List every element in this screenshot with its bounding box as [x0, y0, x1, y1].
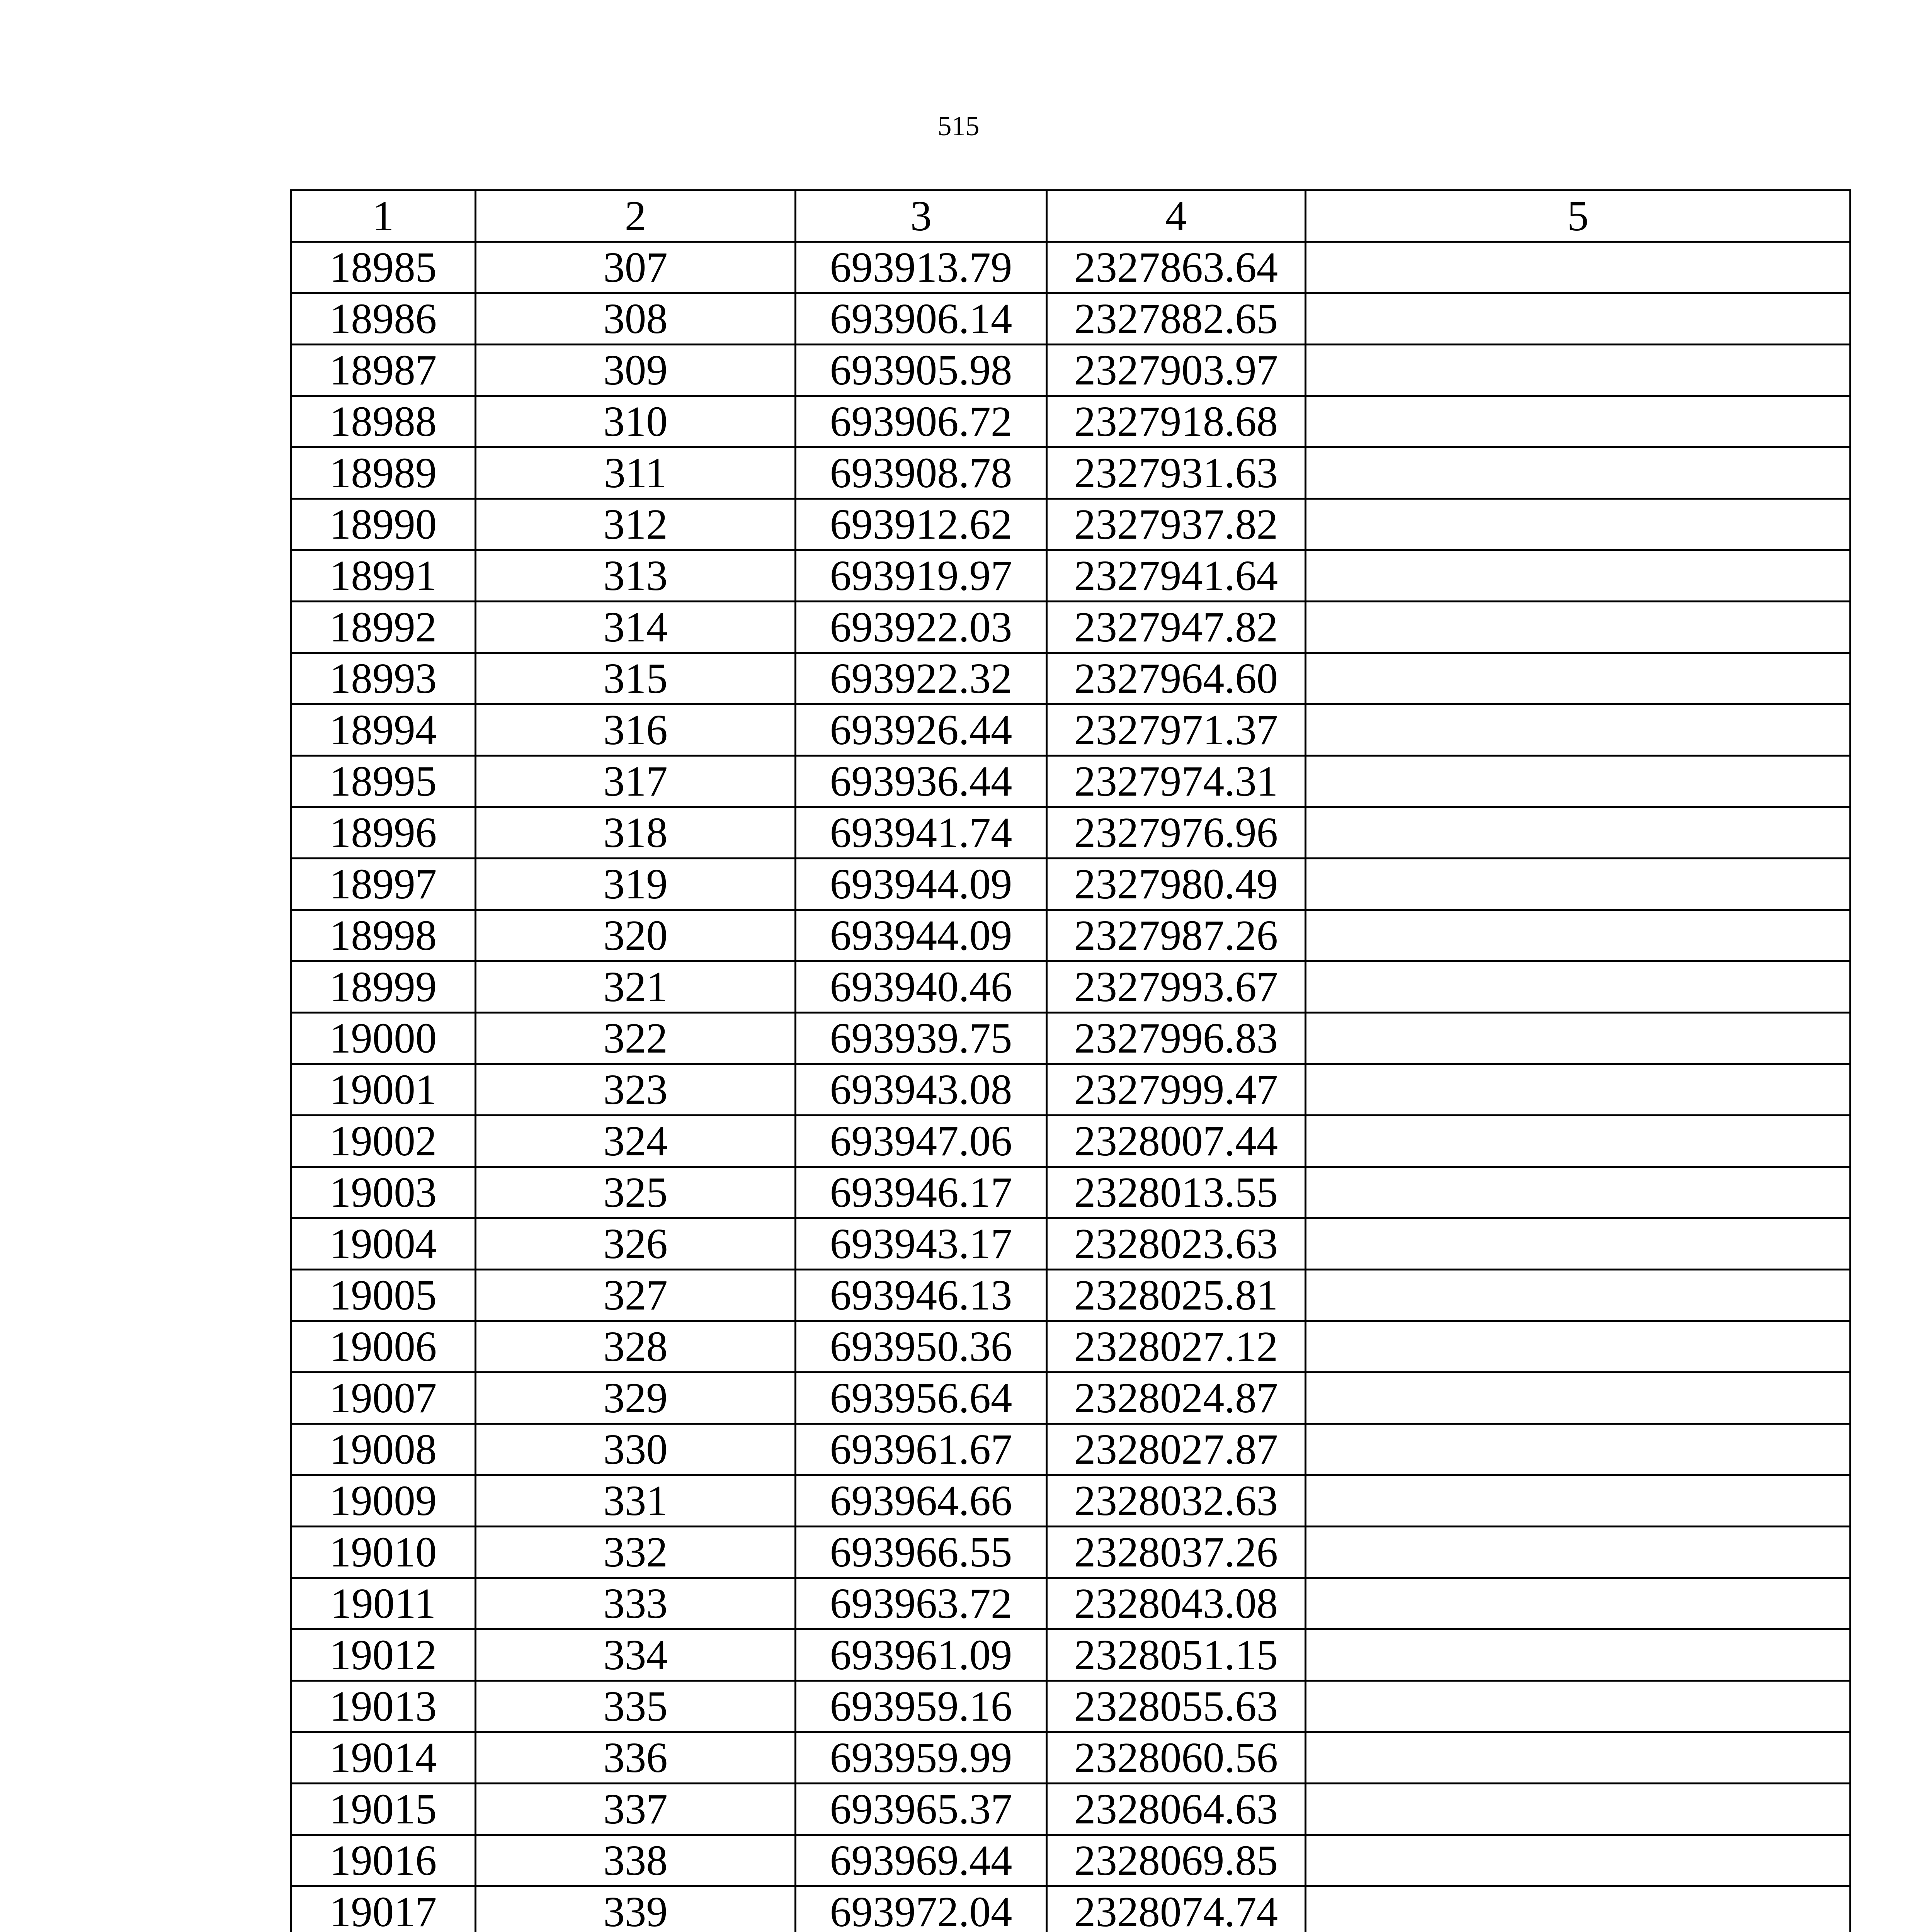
table-row	[291, 807, 1851, 859]
y-coordinate-cell: 2327964.60	[1047, 653, 1306, 704]
x-coordinate-cell: 693922.03	[796, 602, 1047, 653]
y-coordinate-cell: 2327918.68	[1047, 396, 1306, 447]
table-header	[291, 190, 1851, 242]
note-cell	[1306, 345, 1851, 396]
note-cell	[1306, 1681, 1851, 1732]
y-coordinate-cell: 2327971.37	[1047, 704, 1306, 756]
id-cell: 19017	[291, 1886, 476, 1932]
point-number-cell: 312	[476, 499, 796, 550]
table-row	[291, 1218, 1851, 1270]
point-number-cell: 330	[476, 1424, 796, 1475]
table-row	[291, 1629, 1851, 1681]
note-cell	[1306, 756, 1851, 807]
table-row	[291, 1116, 1851, 1167]
point-number-cell: 333	[476, 1578, 796, 1629]
id-cell: 18995	[291, 756, 476, 807]
point-number-cell: 328	[476, 1321, 796, 1372]
point-number-cell: 315	[476, 653, 796, 704]
point-number-cell: 322	[476, 1013, 796, 1064]
point-number-cell: 308	[476, 293, 796, 345]
y-coordinate-cell: 2327996.83	[1047, 1013, 1306, 1064]
id-cell: 19003	[291, 1167, 476, 1218]
point-number-cell: 324	[476, 1116, 796, 1167]
point-number-cell: 317	[476, 756, 796, 807]
x-coordinate-cell: 693964.66	[796, 1475, 1047, 1527]
table-row	[291, 396, 1851, 447]
table-row	[291, 499, 1851, 550]
id-cell: 18990	[291, 499, 476, 550]
table-row	[291, 1681, 1851, 1732]
note-cell	[1306, 1629, 1851, 1681]
x-coordinate-cell: 693963.72	[796, 1578, 1047, 1629]
y-coordinate-cell: 2328051.15	[1047, 1629, 1306, 1681]
point-number-cell: 309	[476, 345, 796, 396]
y-coordinate-cell: 2327941.64	[1047, 550, 1306, 602]
id-cell: 18988	[291, 396, 476, 447]
x-coordinate-cell: 693944.09	[796, 859, 1047, 910]
y-coordinate-cell: 2328007.44	[1047, 1116, 1306, 1167]
table-row	[291, 653, 1851, 704]
y-coordinate-cell: 2328043.08	[1047, 1578, 1306, 1629]
point-number-cell: 326	[476, 1218, 796, 1270]
header-row	[291, 190, 1851, 242]
id-cell: 18992	[291, 602, 476, 653]
x-coordinate-cell: 693959.99	[796, 1732, 1047, 1784]
x-coordinate-cell: 693950.36	[796, 1321, 1047, 1372]
y-coordinate-cell: 2327976.96	[1047, 807, 1306, 859]
id-cell: 19016	[291, 1835, 476, 1886]
note-cell	[1306, 499, 1851, 550]
point-number-cell: 329	[476, 1372, 796, 1424]
note-cell	[1306, 910, 1851, 961]
table-row	[291, 1270, 1851, 1321]
x-coordinate-cell: 693943.08	[796, 1064, 1047, 1116]
x-coordinate-cell: 693946.13	[796, 1270, 1047, 1321]
x-coordinate-cell: 693908.78	[796, 447, 1047, 499]
note-cell	[1306, 1835, 1851, 1886]
id-cell: 18997	[291, 859, 476, 910]
table-row	[291, 1527, 1851, 1578]
point-number-cell: 311	[476, 447, 796, 499]
note-cell	[1306, 1116, 1851, 1167]
x-coordinate-cell: 693939.75	[796, 1013, 1047, 1064]
y-coordinate-cell: 2327999.47	[1047, 1064, 1306, 1116]
note-cell	[1306, 1167, 1851, 1218]
id-cell: 19008	[291, 1424, 476, 1475]
column-header-2: 2	[476, 190, 796, 242]
id-cell: 19013	[291, 1681, 476, 1732]
note-cell	[1306, 1372, 1851, 1424]
table-row	[291, 550, 1851, 602]
point-number-cell: 332	[476, 1527, 796, 1578]
id-cell: 18985	[291, 242, 476, 293]
x-coordinate-cell: 693972.04	[796, 1886, 1047, 1932]
id-cell: 18994	[291, 704, 476, 756]
y-coordinate-cell: 2328023.63	[1047, 1218, 1306, 1270]
x-coordinate-cell: 693961.09	[796, 1629, 1047, 1681]
y-coordinate-cell: 2328013.55	[1047, 1167, 1306, 1218]
note-cell	[1306, 1784, 1851, 1835]
note-cell	[1306, 242, 1851, 293]
id-cell: 19006	[291, 1321, 476, 1372]
table-row	[291, 1013, 1851, 1064]
y-coordinate-cell: 2327863.64	[1047, 242, 1306, 293]
point-number-cell: 335	[476, 1681, 796, 1732]
x-coordinate-cell: 693919.97	[796, 550, 1047, 602]
y-coordinate-cell: 2328027.12	[1047, 1321, 1306, 1372]
x-coordinate-cell: 693912.62	[796, 499, 1047, 550]
point-number-cell: 325	[476, 1167, 796, 1218]
point-number-cell: 331	[476, 1475, 796, 1527]
table-row	[291, 1732, 1851, 1784]
table-row	[291, 1784, 1851, 1835]
x-coordinate-cell: 693940.46	[796, 961, 1047, 1013]
y-coordinate-cell: 2328037.26	[1047, 1527, 1306, 1578]
y-coordinate-cell: 2328055.63	[1047, 1681, 1306, 1732]
id-cell: 19014	[291, 1732, 476, 1784]
x-coordinate-cell: 693941.74	[796, 807, 1047, 859]
point-number-cell: 313	[476, 550, 796, 602]
table-row	[291, 1321, 1851, 1372]
id-cell: 19001	[291, 1064, 476, 1116]
point-number-cell: 320	[476, 910, 796, 961]
note-cell	[1306, 1270, 1851, 1321]
point-number-cell: 337	[476, 1784, 796, 1835]
point-number-cell: 339	[476, 1886, 796, 1932]
y-coordinate-cell: 2327937.82	[1047, 499, 1306, 550]
id-cell: 18996	[291, 807, 476, 859]
id-cell: 18991	[291, 550, 476, 602]
point-number-cell: 323	[476, 1064, 796, 1116]
point-number-cell: 318	[476, 807, 796, 859]
x-coordinate-cell: 693926.44	[796, 704, 1047, 756]
table-row	[291, 447, 1851, 499]
table-row	[291, 910, 1851, 961]
note-cell	[1306, 1527, 1851, 1578]
note-cell	[1306, 961, 1851, 1013]
id-cell: 19007	[291, 1372, 476, 1424]
point-number-cell: 314	[476, 602, 796, 653]
id-cell: 18987	[291, 345, 476, 396]
x-coordinate-cell: 693922.32	[796, 653, 1047, 704]
x-coordinate-cell: 693969.44	[796, 1835, 1047, 1886]
note-cell	[1306, 1218, 1851, 1270]
note-cell	[1306, 704, 1851, 756]
y-coordinate-cell: 2328032.63	[1047, 1475, 1306, 1527]
note-cell	[1306, 653, 1851, 704]
x-coordinate-cell: 693965.37	[796, 1784, 1047, 1835]
x-coordinate-cell: 693961.67	[796, 1424, 1047, 1475]
note-cell	[1306, 550, 1851, 602]
note-cell	[1306, 1424, 1851, 1475]
table-row	[291, 756, 1851, 807]
y-coordinate-cell: 2327987.26	[1047, 910, 1306, 961]
point-number-cell: 310	[476, 396, 796, 447]
column-header-3: 3	[796, 190, 1047, 242]
id-cell: 18999	[291, 961, 476, 1013]
x-coordinate-cell: 693947.06	[796, 1116, 1047, 1167]
x-coordinate-cell: 693956.64	[796, 1372, 1047, 1424]
y-coordinate-cell: 2328027.87	[1047, 1424, 1306, 1475]
id-cell: 19000	[291, 1013, 476, 1064]
note-cell	[1306, 1732, 1851, 1784]
y-coordinate-cell: 2327974.31	[1047, 756, 1306, 807]
y-coordinate-cell: 2327882.65	[1047, 293, 1306, 345]
note-cell	[1306, 602, 1851, 653]
x-coordinate-cell: 693906.14	[796, 293, 1047, 345]
table-row	[291, 1372, 1851, 1424]
table-row	[291, 1167, 1851, 1218]
table-row	[291, 242, 1851, 293]
x-coordinate-cell: 693943.17	[796, 1218, 1047, 1270]
table-row	[291, 961, 1851, 1013]
table-row	[291, 602, 1851, 653]
note-cell	[1306, 1886, 1851, 1932]
point-number-cell: 316	[476, 704, 796, 756]
point-number-cell: 336	[476, 1732, 796, 1784]
note-cell	[1306, 1475, 1851, 1527]
column-header-4: 4	[1047, 190, 1306, 242]
note-cell	[1306, 396, 1851, 447]
y-coordinate-cell: 2328024.87	[1047, 1372, 1306, 1424]
point-number-cell: 327	[476, 1270, 796, 1321]
x-coordinate-cell: 693966.55	[796, 1527, 1047, 1578]
y-coordinate-cell: 2328025.81	[1047, 1270, 1306, 1321]
x-coordinate-cell: 693944.09	[796, 910, 1047, 961]
y-coordinate-cell: 2327993.67	[1047, 961, 1306, 1013]
x-coordinate-cell: 693959.16	[796, 1681, 1047, 1732]
y-coordinate-cell: 2328074.74	[1047, 1886, 1306, 1932]
x-coordinate-cell: 693905.98	[796, 345, 1047, 396]
id-cell: 19009	[291, 1475, 476, 1527]
id-cell: 19002	[291, 1116, 476, 1167]
y-coordinate-cell: 2327947.82	[1047, 602, 1306, 653]
table-row	[291, 1835, 1851, 1886]
id-cell: 19004	[291, 1218, 476, 1270]
id-cell: 19015	[291, 1784, 476, 1835]
table-row	[291, 1475, 1851, 1527]
id-cell: 19005	[291, 1270, 476, 1321]
point-number-cell: 307	[476, 242, 796, 293]
table-row	[291, 345, 1851, 396]
x-coordinate-cell: 693913.79	[796, 242, 1047, 293]
y-coordinate-cell: 2327980.49	[1047, 859, 1306, 910]
column-header-5: 5	[1306, 190, 1851, 242]
id-cell: 19011	[291, 1578, 476, 1629]
x-coordinate-cell: 693906.72	[796, 396, 1047, 447]
x-coordinate-cell: 693946.17	[796, 1167, 1047, 1218]
note-cell	[1306, 1013, 1851, 1064]
table-row	[291, 293, 1851, 345]
note-cell	[1306, 1064, 1851, 1116]
table-row	[291, 1886, 1851, 1932]
id-cell: 19010	[291, 1527, 476, 1578]
point-number-cell: 338	[476, 1835, 796, 1886]
y-coordinate-cell: 2328069.85	[1047, 1835, 1306, 1886]
note-cell	[1306, 293, 1851, 345]
id-cell: 18989	[291, 447, 476, 499]
note-cell	[1306, 1578, 1851, 1629]
point-number-cell: 334	[476, 1629, 796, 1681]
point-number-cell: 321	[476, 961, 796, 1013]
column-header-1: 1	[291, 190, 476, 242]
y-coordinate-cell: 2328060.56	[1047, 1732, 1306, 1784]
page-number: 515	[937, 111, 980, 141]
note-cell	[1306, 807, 1851, 859]
table-row	[291, 1064, 1851, 1116]
id-cell: 18986	[291, 293, 476, 345]
point-number-cell: 319	[476, 859, 796, 910]
note-cell	[1306, 1321, 1851, 1372]
y-coordinate-cell: 2327931.63	[1047, 447, 1306, 499]
table-row	[291, 859, 1851, 910]
table-row	[291, 1578, 1851, 1629]
table-row	[291, 1424, 1851, 1475]
x-coordinate-cell: 693936.44	[796, 756, 1047, 807]
y-coordinate-cell: 2327903.97	[1047, 345, 1306, 396]
note-cell	[1306, 447, 1851, 499]
note-cell	[1306, 859, 1851, 910]
y-coordinate-cell: 2328064.63	[1047, 1784, 1306, 1835]
table-row	[291, 704, 1851, 756]
coordinates-table	[290, 189, 1851, 1932]
id-cell: 18998	[291, 910, 476, 961]
id-cell: 18993	[291, 653, 476, 704]
id-cell: 19012	[291, 1629, 476, 1681]
table-body	[291, 242, 1851, 1932]
